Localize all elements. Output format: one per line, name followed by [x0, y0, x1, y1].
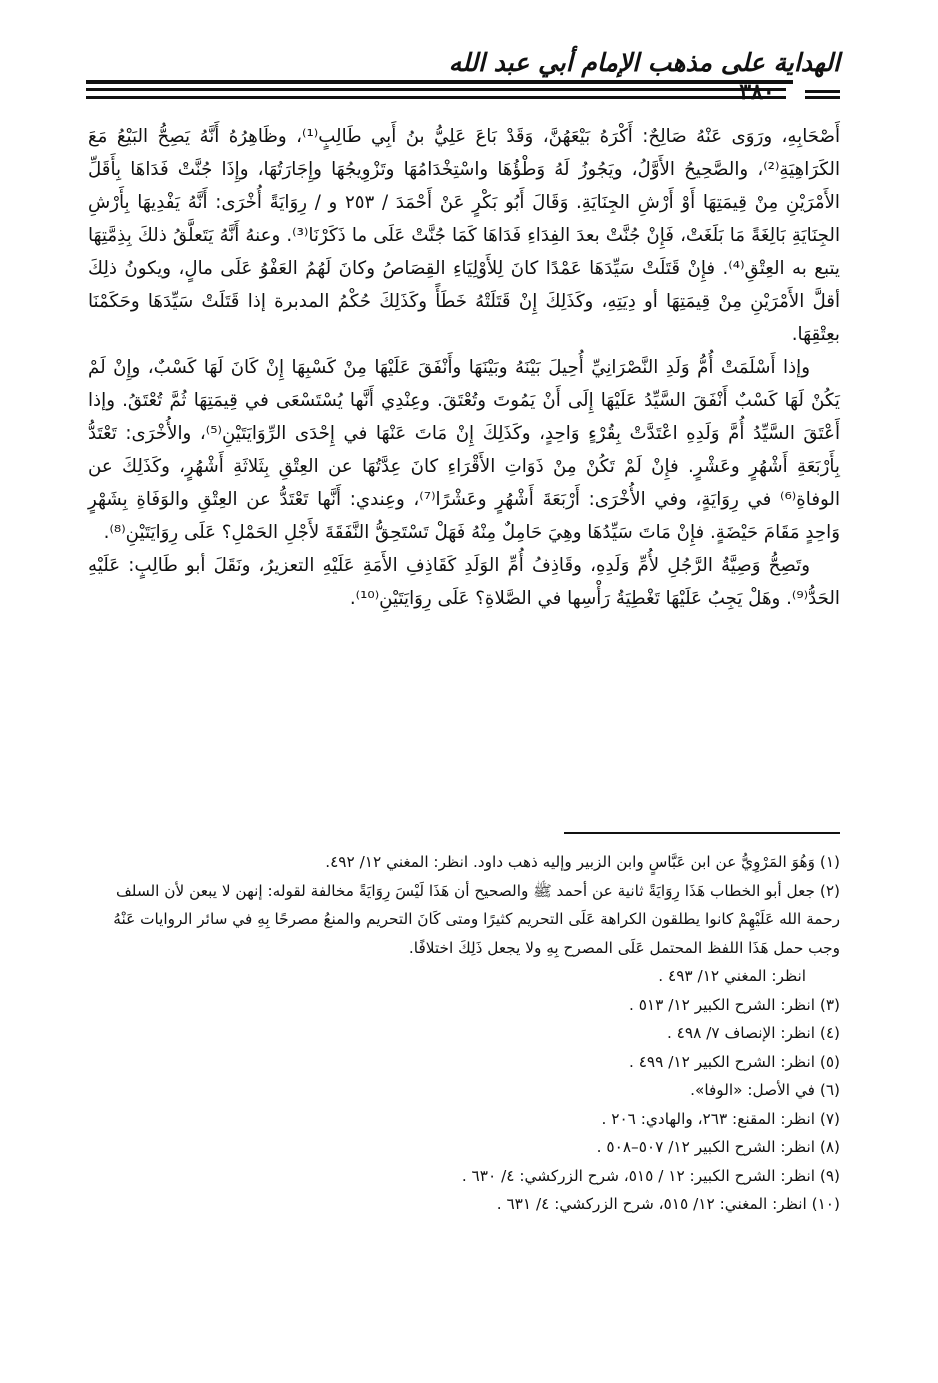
footnote-text: انظر: الشرح الكبير ١٢/ ٥١٣ .: [628, 995, 815, 1014]
header-double-rule-right: [805, 90, 840, 99]
footnote: [88, 877, 840, 991]
footnote-text: انظر: الشرح الكبير ١٢/ ٥٠٧–٥٠٨ .: [596, 1138, 815, 1156]
footnote-text: انظر: المغني: ١٢/ ٥١٥، شرح الزركشي: ٤/ ٦٣١ .: [496, 1195, 807, 1213]
footnote: [88, 1133, 840, 1162]
footnote-separator: [564, 832, 840, 834]
footnote-number: (١٠): [811, 1195, 840, 1213]
running-header-title: الهداية على مذهب الإمام أبي عبد الله: [448, 48, 840, 77]
footnotes: [88, 848, 840, 1219]
footnote: [88, 1076, 840, 1105]
footnote-text: انظر: الإنصاف ٧/ ٤٩٨ .: [666, 1024, 815, 1042]
footnote-text: انظر: الشرح الكبير ١٢/ ٤٩٩ .: [628, 1052, 815, 1071]
page-number: ٣٨٠: [739, 79, 775, 105]
footnote-number: (٦): [819, 1081, 840, 1099]
footnote-number: (٧): [819, 1109, 840, 1128]
footnote-number: (٢): [819, 881, 840, 900]
footnote-reference: انظر: المغني ١٢/ ٤٩٣ .: [658, 967, 806, 985]
footnote: [88, 991, 840, 1020]
header-rule: [86, 80, 793, 84]
footnote: [88, 1048, 840, 1077]
footnote: [88, 1190, 840, 1219]
paragraph: أَصْحَابِهِ، ورَوَى عَنْهُ صَالِحٌ: أَكْرَهُ بَيْعَهُنَّ، وَقَدْ بَاعَ عَلِيُّ بنُ أَبِي طَالِبٍ⁽¹⁾، وظَاهِرُهُ أَنَّهُ يَصِحُّ البَيْعُ مَعَ الكَرَاهِيَةِ⁽²⁾، والصَّحِيحُ الأَوَّلُ، ويَجُوزُ لَهُ وَطْؤُهَا واسْتِخْدَامُهَا وتَزْوِيجُهَا وإِجَارَتُهَا، وإِذَا جُنَّتْ فَدَاهَا بِأَقَلِّ الأَمْرَيْنِ مِنْ قِيمَتِهَا أَوْ أَرْشِ الجِنَايَةِ. وَقَالَ أَبُو بَكْرٍ عَنْ أَحْمَدَ / ٢٥٣ و / رِوَايَةً أُخْرَى: أَنَّهُ يَفْدِيهَا بِأَرْشِ الجِنَايَةِ بَالِغَةً مَا بَلَغَتْ، فَإِنْ جُنَّتْ بعدَ الفِدَاءِ فَدَاهَا كَمَا جُنَّتْ عَلَى ما ذَكَرْنَا⁽³⁾. وعنهُ أَنَّهُ يَتَعلَّقُ ذلكَ بِذِمَّتِهَا يتبع به العِتْقِ⁽⁴⁾. فإِنْ قَتَلَتْ سَيِّدَهَا عَمْدًا كانَ لِلأَوْلِيَاءِ القِصَاصُ وكانَ لَهُمُ العَفْوُ عَلَى مالٍ، ويكونُ ذلِكَ أقلَّ الأَمْرَيْنِ مِنْ قِيمَتِهَا أو دِيَتِهِ، وكَذَلِكَ إِنْ قَتَلَتْهُ خَطَأً وكَذَلِكَ حُكْمُ المدبرة إذا قَتَلَتْ سَيِّدَهَا وحَكَمْنَا بعِتْقِهَا.: [88, 126, 841, 345]
footnote-text: انظر: الشرح الكبير: ١٢ / ٥١٥، شرح الزركشي: ٤/ ٦٣٠ .: [461, 1166, 815, 1185]
main-text: [88, 120, 840, 780]
footnote-number: (٤): [819, 1024, 840, 1042]
footnote-text: في الأصل: «الوفا».: [690, 1081, 815, 1099]
footnote: [88, 1105, 840, 1134]
footnote-text: وَهُوَ المَرْوِيُّ عن ابن عَبَّاسٍ وابن الزبير وإليه ذهب داود. انظر: المغني ١٢/ ٤٩٢.: [325, 853, 815, 871]
footnote-number: (١): [819, 853, 840, 871]
footnote-text: انظر: المقنع: ٢٦٣، والهادي: ٢٠٦ .: [601, 1109, 815, 1128]
paragraph: وتَصِحُّ وَصِيَّةُ الرَّجُلِ لأُمِّ وَلَدِهِ، وقَاذِفُ أُمِّ الوَلَدِ كَقَاذِفِ الأَمَةِ عَلَيْهِ التعزيرُ، ونَقَلَ أبو طَالِبٍ: عَلَيْهِ الحَدُّ⁽⁹⁾. وهَلْ يَجِبُ عَلَيْهَا تَغْطِيَةُ رَأْسِها في الصَّلاةِ؟ عَلَى رِوَايَتَيْنِ⁽¹⁰⁾.: [88, 555, 840, 609]
footnote-number: (٩): [819, 1166, 840, 1185]
header-double-rule-left: [86, 88, 786, 99]
footnote: [88, 848, 840, 877]
footnote-number: (٨): [819, 1138, 840, 1156]
footnote: [88, 1162, 840, 1191]
footnote: [88, 1019, 840, 1048]
footnote-text: جعل أبو الخطاب هَذَا رِوَايَةً ثانية عن أحمد ﷺ والصحيح أن هَذَا لَيْسَ رِوَايَةً مخالفة لقوله: إنهن لا يبعن لأن السلف رحمة الله عَلَيْهِمْ كانوا يطلقون الكراهة عَلَى التحريم كثيرًا ومتى كَانَ التحريم والمنعُ مصرحًا بِهِ في سائر الروايات عَنْهُ وجب حمل هَذَا اللفظ المحتمل عَلَى المصرح بِهِ ولا يجعل ذَلِكَ اختلافًا.: [113, 881, 840, 957]
paragraph: وإذا أَسْلَمَتْ أُمُّ وَلَدِ النَّصْرَانِيِّ أُحِيلَ بَيْنَهُ وبَيْنَهَا وأَنْفَقَ عَلَيْهَا مِنْ كَسْبِهَا إِنْ كَانَ لَهَا كَسْبٌ، وإِنْ لَمْ يَكُنْ لَهَا كَسْبٌ أَنْفَقَ السَّيِّدُ عَلَيْهَا إِلَى أَنْ يَمُوتَ وتُعْتَقَ. وعِنْدِي أَنَّها يُسْتَسْعَى في قِيمَتِهَا ثُمَّ تُعْتَقُ. وإذا أَعْتَقَ السَّيِّدُ أُمَّ وَلَدِهِ اعْتَدَّتْ بِقُرْءٍ وَاحِدٍ، وكَذَلِكَ إِنْ مَاتَ عَنْهَا في إِحْدَى الرِّوَايَتَيْنِ⁽⁵⁾، والأُخْرَى: تَعْتَدُّ بِأَرْبَعَةِ أَشْهُرٍ وعَشْرٍ. فإِنْ لَمْ تَكُنْ مِنْ ذَوَاتِ الأَقْرَاءِ كانَ عِدَّتُهَا عن العِتْقِ بِثَلاثَةِ أَشْهُرٍ، وكَذَلِكَ عن الوفاةِ⁽⁶⁾ في رِوَايَةٍ، وفي الأُخْرَى: أَرْبَعَةَ أَشْهُرٍ وعَشْرًا⁽⁷⁾، وعِندي: أَنَّها تَعْتَدُّ عن العِتْقِ والوَفَاةِ بِشَهْرٍ وَاحِدٍ مَقَامَ حَيْضَةٍ. فإِنْ مَاتَ سَيِّدُهَا وهِيَ حَامِلٌ مِنْهُ فَهَلْ تَسْتَحِقُّ النَّفَقَةَ لأَجْلِ الحَمْلِ؟ عَلَى رِوَايَتَيْنِ⁽⁸⁾.: [88, 357, 841, 543]
footnote-number: (٣): [819, 995, 840, 1014]
footnote-number: (٥): [819, 1052, 840, 1071]
